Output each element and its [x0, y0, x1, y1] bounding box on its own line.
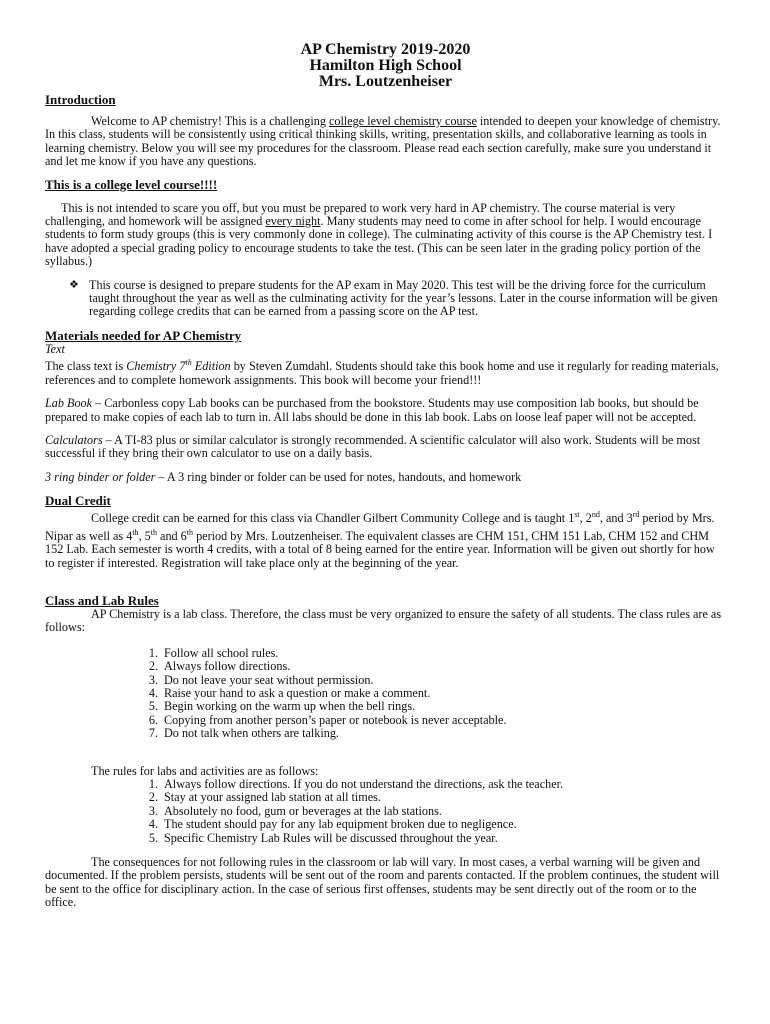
materials-heading: Materials needed for AP Chemistry	[45, 327, 242, 343]
list-item: 2. Stay at your assigned lab station at all times.	[148, 790, 381, 805]
calculators-paragraph: Calculators – A TI-83 plus or similar calculator is strongly recommended. A scientific calculator will also work. Students will be most successful if they bring their own calculator to use on a daily basis.	[45, 432, 701, 461]
title-school: Hamilton High School	[309, 57, 462, 74]
list-item: 5. Begin working on the warm up when the bell rings.	[148, 699, 416, 714]
college-level-heading: This is a college level course!!!!	[45, 176, 218, 192]
lab-rules-list	[135, 778, 726, 845]
class-rules-list	[135, 647, 726, 741]
text-label: Text	[45, 341, 65, 356]
lab-rules-intro: The rules for labs and activities are as follows:	[91, 763, 319, 778]
consequences-paragraph: The consequences for not following rules in the classroom or lab will vary. In most cases, a verbal warning will be given and documented. If the problem persists, students will be sent out of the room and parents contacted. If the problem continues, the student will be sent to the office for disciplinary action. In the case of serious first offenses, students may be sent directly out of the room or to the office.	[45, 855, 720, 910]
college-level-paragraph: This is not intended to scare you off, but you must be prepared to work very hard in AP chemistry. The course material is very challenging, and homework will be assigned every night. Many students may need to come in after school for help. I would encourage students to form study groups (this is very commonly done in college). The culminating activity of this course is the AP Chemistry test. I have adopted a special grading policy to encourage students to take the test. (This can be seen later in the grading policy portion of the syllabus.)	[45, 200, 713, 269]
list-item: 5. Specific Chemistry Lab Rules will be discussed throughout the year.	[148, 830, 498, 845]
class-lab-rules-heading: Class and Lab Rules	[45, 592, 159, 608]
title-teacher: Mrs. Loutzenheiser	[318, 73, 453, 90]
ap-exam-bullet: ❖ This course is designed to prepare students for the AP exam in May 2020. This test will be the driving force for the curriculum taught throughout the year as well as the culminating activity for the year’s lessons. Later in the course information will be given regarding college credits that can be earned from a passing score on the AP test.	[69, 277, 718, 319]
textbook-paragraph: The class text is Chemistry 7th Edition by Steven Zumdahl. Students should take this book home and use it regularly for reading materials, references and to complete homework assignments. This book will become your friend!!!	[45, 358, 719, 387]
college-course-link-text: college level chemistry course	[328, 114, 477, 128]
dual-credit-heading: Dual Credit	[45, 493, 111, 509]
lab-book-paragraph: Lab Book – Carbonless copy Lab books can be purchased from the bookstore. Students may use composition lab books, but should be prepared to make copies of each lab to turn in. All labs should be done in this lab book. Labs on loose leaf paper will not be accepted.	[45, 396, 699, 424]
list-item: 3. Absolutely no food, gum or beverages at the lab stations.	[148, 803, 442, 818]
list-item: 4. The student should pay for any lab equipment broken due to negligence.	[148, 817, 517, 832]
list-item: 3. Do not leave your seat without permission.	[148, 672, 374, 687]
list-item: 4. Raise your hand to ask a question or make a comment.	[148, 685, 431, 700]
introduction-paragraph: Welcome to AP chemistry! This is a challenging college level chemistry course intended to deepen your knowledge of chemistry. In this class, students will be consistently using critical thinking skills, writing, presentation skills, and collaborative learning as tools in learning chemistry. Below you will see my procedures for the classroom. Please read each section carefully, make sure you understand it and let me know if you have any questions.	[45, 114, 721, 169]
list-item: 1. Always follow directions. If you do not understand the directions, ask the teacher.	[148, 777, 564, 791]
list-item: 6. Copying from another person’s paper or notebook is never acceptable.	[148, 712, 507, 727]
list-item: 1. Follow all school rules.	[148, 645, 279, 660]
introduction-heading: Introduction	[45, 92, 116, 107]
binder-paragraph: 3 ring binder or folder – A 3 ring binder or folder can be used for notes, handouts, and homework	[45, 469, 522, 484]
document-title	[45, 42, 726, 90]
dual-credit-paragraph: College credit can be earned for this class via Chandler Gilbert Community College and is taught 1st, 2nd, and 3rd period by Mrs. Nipar as well as 4th, 5th and 6th period by Mrs. Loutzenheiser. The equivalent classes are CHM 151, CHM 151 Lab, CHM 152 and CHM 152 Lab. Each semester is worth 4 credits, with a total of 8 being earned for the entire year. Information will be given out shortly for how to register if interested. Registration will take place only at the beginning of the year.	[45, 510, 715, 570]
list-item: 2. Always follow directions.	[148, 659, 291, 674]
title-course: AP Chemistry 2019-2020	[300, 41, 471, 58]
class-rules-intro: AP Chemistry is a lab class. Therefore, the class must be very organized to ensure the safety of all students. The class rules are as follows:	[45, 606, 722, 635]
list-item: 7. Do not talk when others are talking.	[148, 726, 339, 741]
diamond-bullet-icon: ❖	[69, 278, 79, 291]
